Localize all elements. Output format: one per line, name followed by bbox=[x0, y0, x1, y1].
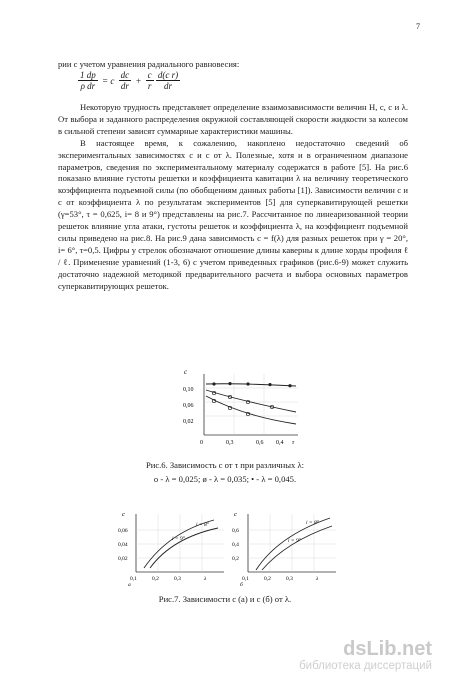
fig6-curve bbox=[206, 384, 296, 386]
fig7a-curve bbox=[150, 528, 218, 568]
fig7b-x-tick: 0,2 bbox=[264, 576, 271, 582]
fig7b-curve-label: i = 8° bbox=[306, 520, 319, 526]
formula-lhs: $\frac{1 dp}{\text{ρ dr}}$ bbox=[80, 70, 96, 91]
fig7a-y-tick: 0,06 bbox=[118, 528, 128, 534]
watermark-subtitle: библиотека диссертаций bbox=[299, 660, 432, 672]
fig6-y-tick: 0,10 bbox=[183, 387, 194, 393]
fig6-legend: o - λ = 0,025; ø - λ = 0,035; • - λ = 0,045. bbox=[153, 474, 297, 484]
formula-term2: $\frac{c}{r}$ bbox=[147, 70, 152, 91]
fig7a-sub: a bbox=[128, 582, 131, 588]
fig7a-chart bbox=[114, 508, 230, 588]
fig7b-x-tick: 0,3 bbox=[286, 576, 293, 582]
paragraph-2: В настоящее время, к сожалению, накоплено недостаточно сведений об экспериментальных зависимостях c и c от λ. Полезные, хотя и в ограниченном диапазоне параметров, сведения по экспериментальному материалу содержатся в работе [5]. На рис.6 показано влияние густоты решетки и коэффициента кавитации λ на величину теоретического коэффициента подъемной силы (по обобщениям данных работы [1]). Зависимости величин c и c от коэффициента λ по результатам экспериментов [5] для суперкавитирующей решетки (γ=53°, τ = 0,625, i= 8 и 9°) представлены на рис.7. Рассчитанное по линеаризованной теории решеток влияние угла атаки, густоты решеток и коэффициента λ, на коэффициент подъемной силы приведено на рис.8. На рис.9 дана зависимость c = f(λ) для разных решеток при γ = 20°, i= 6°, τ=0,5. Цифры у стрелок обозначают отношение длины каверны к длине хорды профиля ℓ / ℓ. Применение уравнений (1-3, 6) с учетом приведенных графиков (рис.6-9) может служить достаточно надежной методикой предварительного расчета и выбора основных параметров суперкавитирующих решеток. bbox=[58, 137, 408, 291]
body-text bbox=[58, 102, 408, 293]
fig7b-x-tick: 0,1 bbox=[242, 576, 249, 582]
fig6-caption: Рис.6. Зависимость c от τ при различных λ: bbox=[145, 460, 305, 470]
formula-eq: = c bbox=[102, 75, 115, 86]
fig7a-grid bbox=[136, 514, 224, 572]
fig7a-x-tick: 0,3 bbox=[174, 576, 181, 582]
fig6-x-tick: 0,4 bbox=[276, 440, 284, 446]
formula-intro: рии с учетом уравнения радиального равновесия: bbox=[58, 59, 240, 69]
fig6-x-tick: 0 bbox=[200, 440, 203, 446]
fig6-curve bbox=[206, 396, 296, 424]
fig6-x-tick: τ bbox=[292, 440, 295, 446]
fig7b-curve-label: i = 9° bbox=[288, 538, 301, 544]
fig7a-y-tick: 0,02 bbox=[118, 556, 128, 562]
fig7a-curve-label: i = 8° bbox=[196, 522, 209, 528]
radial-equilibrium-formula bbox=[78, 70, 180, 91]
fig7a-y-tick: 0,04 bbox=[118, 542, 128, 548]
fig6-y-label: c bbox=[184, 368, 188, 376]
fig7a-curve-label: i = 9° bbox=[172, 536, 185, 542]
formula-plus: + bbox=[135, 75, 142, 86]
fig7b-chart bbox=[226, 508, 342, 588]
fig6-chart bbox=[178, 364, 308, 452]
formula-term3: $\frac{\text{d(c r)}}{dr}$ bbox=[157, 70, 179, 91]
fig7b-y-tick: 0,4 bbox=[232, 542, 239, 548]
page-number: 7 bbox=[416, 22, 420, 31]
fig7b-y-tick: 0,2 bbox=[232, 556, 239, 562]
fig6-x-tick: 0,6 bbox=[256, 440, 264, 446]
fig6-markers bbox=[212, 382, 291, 387]
fig7a-y-label: c bbox=[122, 511, 125, 518]
fig7b-x-tick: λ bbox=[316, 576, 319, 582]
fig7a-x-tick: λ bbox=[204, 576, 207, 582]
fig7-caption: Рис.7. Зависимости c (а) и c (б) от λ. bbox=[158, 594, 292, 604]
formula-term1: $\frac{dc}{dr}$ bbox=[120, 70, 130, 91]
fig7b-y-label: c bbox=[234, 511, 237, 518]
fig7b-y-tick: 0,6 bbox=[232, 528, 239, 534]
fig6-y-tick: 0,02 bbox=[183, 419, 194, 425]
fig6-y-tick: 0,06 bbox=[183, 403, 194, 409]
fig7b-sub: б bbox=[240, 582, 243, 588]
fig6-grid bbox=[204, 374, 298, 435]
watermark-brand: dsLib.net bbox=[343, 638, 432, 660]
fig6-x-tick: 0,3 bbox=[226, 440, 234, 446]
fig7a-x-tick: 0,1 bbox=[130, 576, 137, 582]
fig6-curve bbox=[206, 390, 296, 412]
fig7a-x-tick: 0,2 bbox=[152, 576, 159, 582]
paragraph-1: Некоторую трудность представляет определение взаимозависимости величин H, c, c и λ. От выбора и заданного распределения окружной составляющей скорости жидкости за колесом в сильной степени зависят суммарные характеристики машины. bbox=[58, 102, 408, 136]
